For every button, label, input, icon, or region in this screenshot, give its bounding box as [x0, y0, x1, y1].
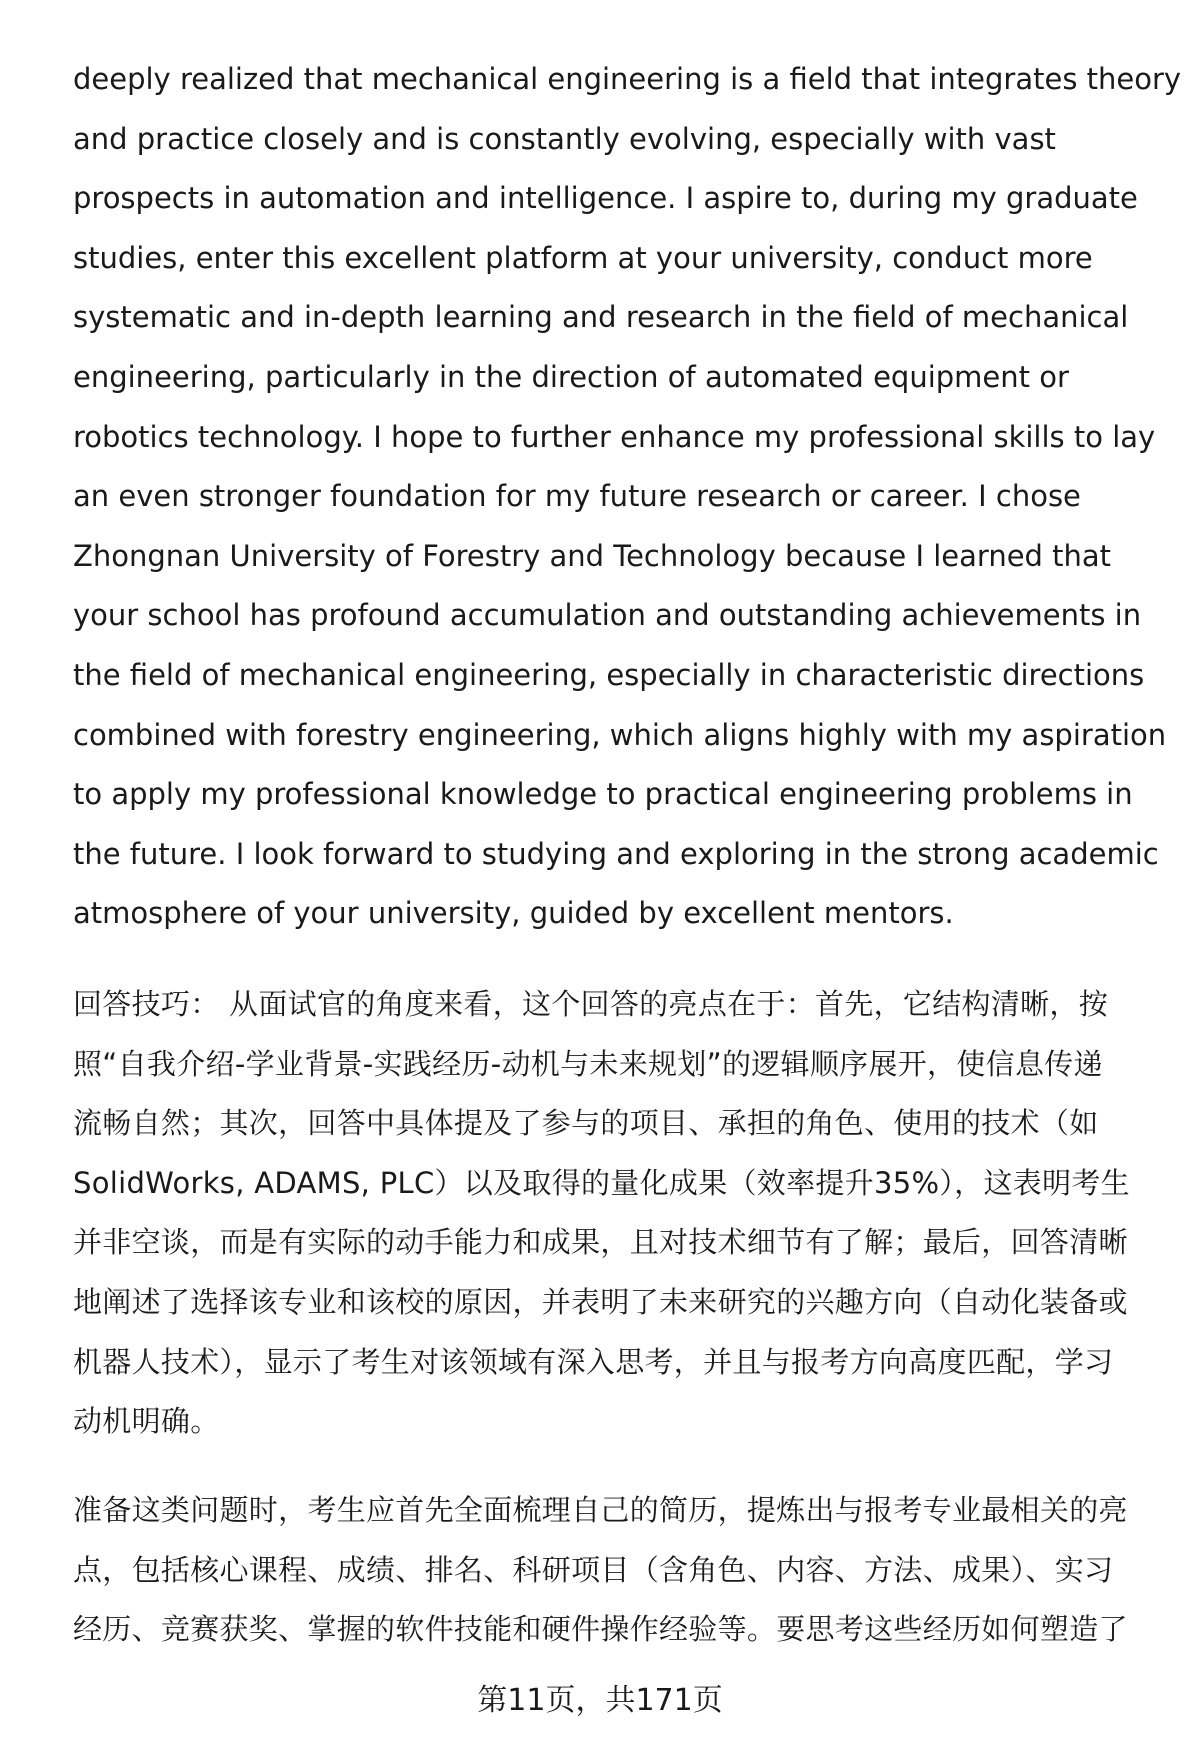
- text-line: an even stronger foundation for my future research or career. I chose: [73, 479, 1081, 514]
- text-line: atmosphere of your university, guided by excellent mentors.: [73, 896, 954, 931]
- text-line: combined with forestry engineering, which aligns highly with my aspiration: [73, 717, 1167, 752]
- text-line: 经历、竞赛获奖、掌握的软件技能和硬件操作经验等。要思考这些经历如何塑造了: [73, 1612, 1128, 1647]
- text-line: 机器人技术），显示了考生对该领域有深入思考，并且与报考方向高度匹配，学习: [73, 1344, 1114, 1379]
- text-line: engineering, particularly in the direction of automated equipment or: [73, 359, 1069, 394]
- preparation-advice-paragraph: [73, 1481, 1163, 1660]
- text-line: 照“自我介绍-学业背景-实践经历-动机与未来规划”的逻辑顺序展开，使信息传递: [73, 1046, 1103, 1081]
- text-line: 流畅自然；其次，回答中具体提及了参与的项目、承担的角色、使用的技术（如: [73, 1106, 1099, 1141]
- text-line: SolidWorks, ADAMS, PLC）以及取得的量化成果（效率提升35%），这表明考生: [73, 1165, 1130, 1200]
- text-line: prospects in automation and intelligence. I aspire to, during my graduate: [73, 181, 1138, 216]
- text-line: 回答技巧： 从面试官的角度来看，这个回答的亮点在于：首先，它结构清晰，按: [73, 987, 1109, 1021]
- text-line: robotics technology. I hope to further enhance my professional skills to lay: [73, 419, 1156, 454]
- text-line: 动机明确。: [73, 1404, 220, 1439]
- text-line: your school has profound accumulation and outstanding achievements in: [73, 598, 1142, 633]
- text-line: 准备这类问题时，考生应首先全面梳理自己的简历，提炼出与报考专业最相关的亮: [73, 1493, 1128, 1527]
- text-line: systematic and in-depth learning and research in the field of mechanical: [73, 300, 1129, 335]
- text-line: the future. I look forward to studying and exploring in the strong academic: [73, 836, 1159, 871]
- english-answer-paragraph: [73, 50, 1182, 944]
- text-line: the field of mechanical engineering, especially in characteristic directions: [73, 657, 1145, 692]
- page-number-footer: 第11页，共171页: [477, 1683, 723, 1718]
- text-line: deeply realized that mechanical engineering is a field that integrates theory: [73, 62, 1182, 96]
- text-line: to apply my professional knowledge to practical engineering problems in: [73, 777, 1133, 812]
- text-line: 地阐述了选择该专业和该校的原因，并表明了未来研究的兴趣方向（自动化装备或: [73, 1284, 1128, 1319]
- answer-tips-paragraph: [73, 975, 1163, 1452]
- text-line: and practice closely and is constantly evolving, especially with vast: [73, 121, 1056, 156]
- text-line: Zhongnan University of Forestry and Technology because I learned that: [73, 538, 1112, 573]
- text-line: 点，包括核心课程、成绩、排名、科研项目（含角色、内容、方法、成果）、实习: [73, 1552, 1114, 1587]
- text-line: studies, enter this excellent platform at your university, conduct more: [73, 240, 1093, 275]
- text-line: 并非空谈，而是有实际的动手能力和成果，且对技术细节有了解；最后，回答清晰: [73, 1225, 1128, 1260]
